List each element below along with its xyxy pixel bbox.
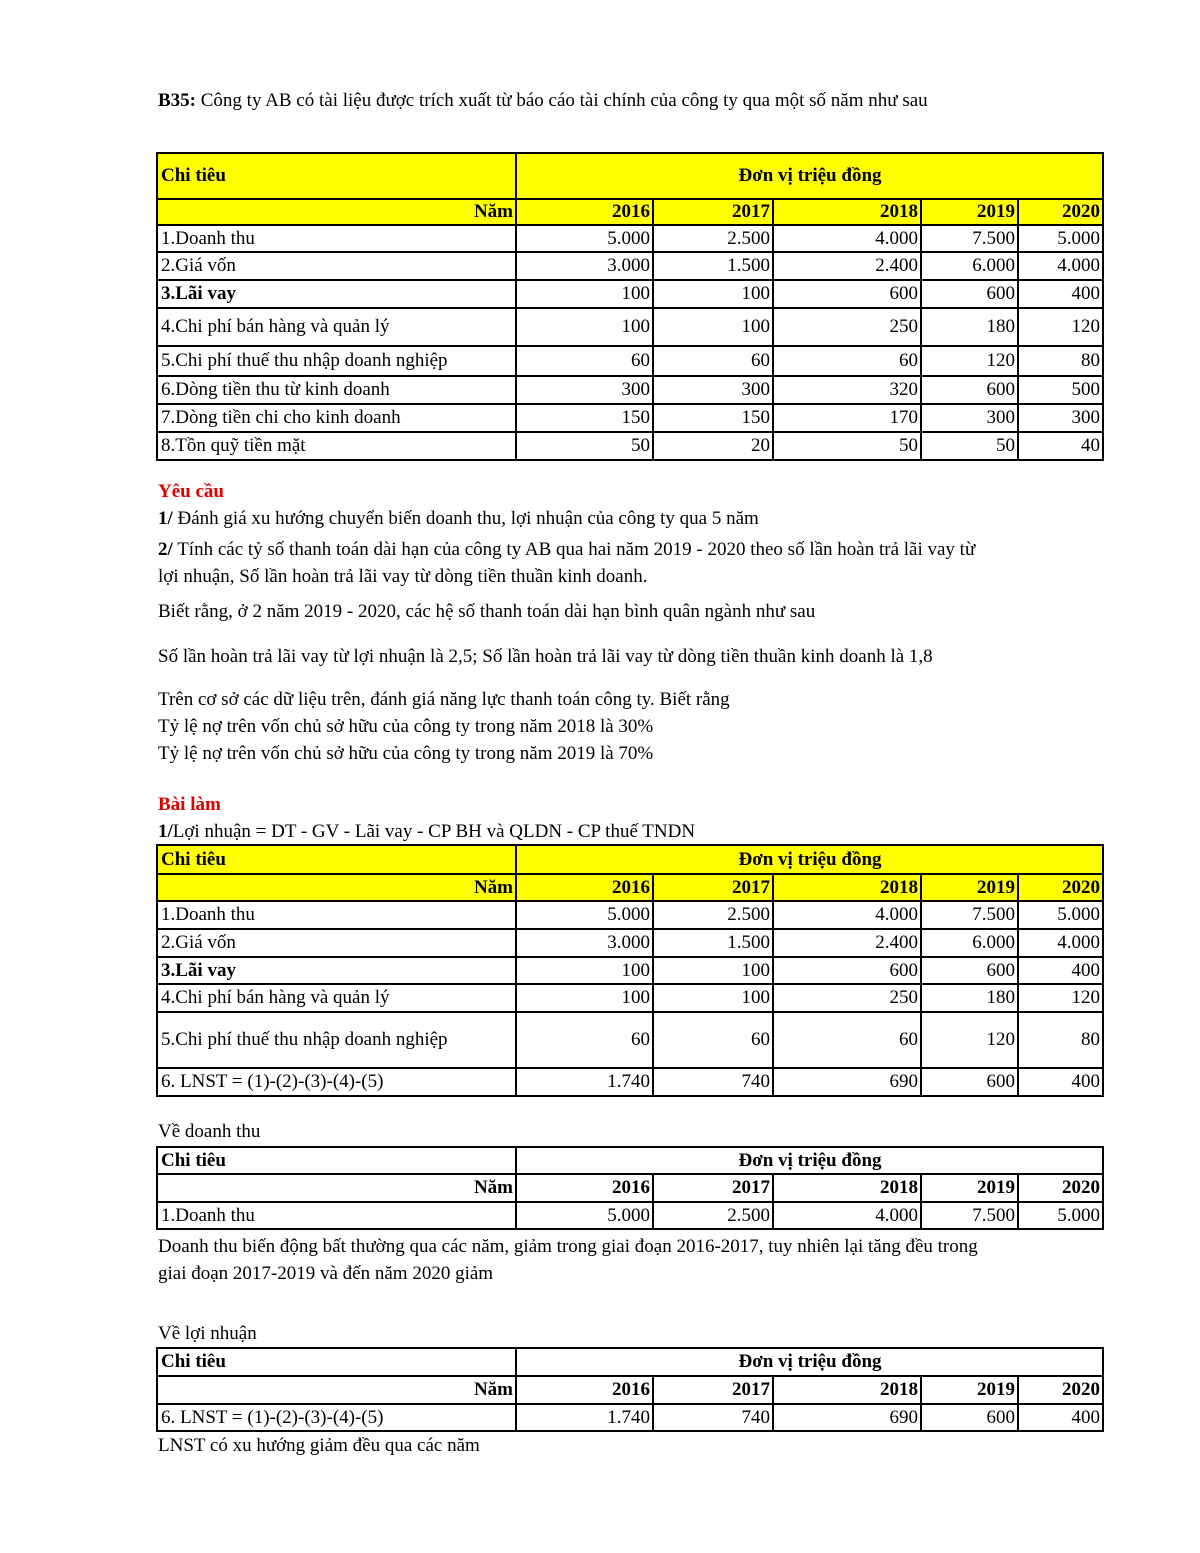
cell: 60 (653, 1012, 773, 1068)
year-row (157, 1174, 1103, 1202)
cell: 300 (653, 376, 773, 404)
cell: 40 (1018, 432, 1103, 460)
cell: 690 (773, 1404, 921, 1431)
year-2020: 2020 (1018, 874, 1103, 901)
cell: 4.000 (1018, 252, 1103, 280)
cell: 20 (653, 432, 773, 460)
problem-intro (158, 87, 928, 114)
cell: 600 (773, 280, 921, 308)
year-2019: 2019 (921, 199, 1018, 225)
year-label: Năm (157, 199, 516, 225)
cell: 5.000 (516, 901, 653, 929)
table-row (157, 404, 1103, 432)
cell: 600 (773, 957, 921, 984)
year-2019: 2019 (921, 1376, 1018, 1404)
q2-text: Tính các tỷ số thanh toán dài hạn của công ty AB qua hai năm 2019 - 2020 theo số lần hoàn trả lãi vay từ (172, 539, 976, 560)
row-label: 3.Lãi vay (157, 957, 516, 984)
cell: 600 (921, 1404, 1018, 1431)
cell: 3.000 (516, 929, 653, 957)
cell: 2.400 (773, 252, 921, 280)
cell: 400 (1018, 1404, 1103, 1431)
cell: 60 (773, 1012, 921, 1068)
cell: 5.000 (1018, 1202, 1103, 1229)
cell: 60 (516, 346, 653, 376)
year-2016: 2016 (516, 874, 653, 901)
cell: 5.000 (1018, 901, 1103, 929)
cell: 100 (516, 957, 653, 984)
year-label: Năm (157, 874, 516, 901)
cell: 600 (921, 957, 1018, 984)
cell: 250 (773, 984, 921, 1012)
cell: 80 (1018, 1012, 1103, 1068)
unit-header: Đơn vị triệu đồng (516, 1348, 1103, 1376)
cell: 150 (653, 404, 773, 432)
cell: 120 (1018, 308, 1103, 346)
header-row (157, 845, 1103, 874)
header-row (157, 1348, 1103, 1376)
year-2019: 2019 (921, 874, 1018, 901)
paragraph: Trên cơ sở các dữ liệu trên, đánh giá năng lực thanh toán công ty. Biết rằng (158, 689, 730, 710)
unit-header: Đơn vị triệu đồng (516, 153, 1103, 199)
cell: 3.000 (516, 252, 653, 280)
ve-loi-nhuan-title: Về lợi nhuận (158, 1323, 257, 1344)
cell: 300 (516, 376, 653, 404)
cell: 1.740 (516, 1068, 653, 1096)
year-2020: 2020 (1018, 1376, 1103, 1404)
header-row (157, 1147, 1103, 1174)
q2-number: 2/ (158, 539, 173, 560)
chi-tieu-header: Chi tiêu (157, 1348, 516, 1376)
table-row (157, 1068, 1103, 1096)
net-profit-table (156, 1347, 1104, 1432)
formula-text: Lợi nhuận = DT - GV - Lãi vay - CP BH và QLDN - CP thuế TNDN (172, 821, 696, 842)
year-2017: 2017 (653, 1174, 773, 1202)
cell: 400 (1018, 280, 1103, 308)
row-label: 3.Lãi vay (157, 280, 516, 308)
table-row (157, 280, 1103, 308)
row-label: 6. LNST = (1)-(2)-(3)-(4)-(5) (157, 1404, 516, 1431)
cell: 6.000 (921, 252, 1018, 280)
row-label: 6.Dòng tiền thu từ kinh doanh (157, 376, 516, 404)
data-table-main (156, 152, 1104, 461)
question-2-cont: lợi nhuận, Số lần hoàn trả lãi vay từ dòng tiền thuần kinh doanh. (158, 566, 648, 587)
cell: 4.000 (773, 1202, 921, 1229)
cell: 100 (653, 957, 773, 984)
cell: 7.500 (921, 1202, 1018, 1229)
cell: 180 (921, 308, 1018, 346)
cell: 740 (653, 1068, 773, 1096)
table-row (157, 901, 1103, 929)
row-label: 8.Tồn quỹ tiền mặt (157, 432, 516, 460)
cell: 100 (653, 984, 773, 1012)
cell: 120 (1018, 984, 1103, 1012)
cell: 4.000 (773, 901, 921, 929)
paragraph: Tỷ lệ nợ trên vốn chủ sở hữu của công ty trong năm 2019 là 70% (158, 743, 654, 764)
table-row (157, 376, 1103, 404)
year-label: Năm (157, 1174, 516, 1202)
chi-tieu-header: Chi tiêu (157, 153, 516, 199)
cell: 2.500 (653, 901, 773, 929)
header-row (157, 153, 1103, 199)
cell: 120 (921, 1012, 1018, 1068)
cell: 300 (921, 404, 1018, 432)
ve-doanh-thu-title: Về doanh thu (158, 1121, 261, 1142)
row-label: 1.Doanh thu (157, 901, 516, 929)
bai-lam-title: Bài làm (158, 794, 221, 815)
cell: 250 (773, 308, 921, 346)
row-label: 2.Giá vốn (157, 929, 516, 957)
row-label: 1.Doanh thu (157, 1202, 516, 1229)
cell: 400 (1018, 957, 1103, 984)
chi-tieu-header: Chi tiêu (157, 845, 516, 874)
year-2017: 2017 (653, 1376, 773, 1404)
row-label: 2.Giá vốn (157, 252, 516, 280)
table-row (157, 1202, 1103, 1229)
table-row (157, 432, 1103, 460)
year-2016: 2016 (516, 1174, 653, 1202)
cell: 500 (1018, 376, 1103, 404)
cell: 120 (921, 346, 1018, 376)
year-2020: 2020 (1018, 1174, 1103, 1202)
cell: 320 (773, 376, 921, 404)
cell: 2.500 (653, 225, 773, 252)
row-label: 4.Chi phí bán hàng và quản lý (157, 308, 516, 346)
row-label: 1.Doanh thu (157, 225, 516, 252)
cell: 100 (653, 308, 773, 346)
cell: 5.000 (1018, 225, 1103, 252)
formula-line (158, 818, 695, 845)
year-2020: 2020 (1018, 199, 1103, 225)
profit-comment: LNST có xu hướng giảm đều qua các năm (158, 1435, 480, 1456)
cell: 50 (773, 432, 921, 460)
cell: 1.500 (653, 252, 773, 280)
year-label: Năm (157, 1376, 516, 1404)
cell: 100 (653, 280, 773, 308)
year-2018: 2018 (773, 874, 921, 901)
year-2016: 2016 (516, 199, 653, 225)
year-2018: 2018 (773, 1376, 921, 1404)
formula-number: 1/ (158, 821, 173, 842)
cell: 740 (653, 1404, 773, 1431)
cell: 4.000 (773, 225, 921, 252)
row-label: 6. LNST = (1)-(2)-(3)-(4)-(5) (157, 1068, 516, 1096)
table-row (157, 929, 1103, 957)
paragraph: Biết rằng, ở 2 năm 2019 - 2020, các hệ số thanh toán dài hạn bình quân ngành như sau (158, 601, 816, 622)
cell: 600 (921, 280, 1018, 308)
cell: 690 (773, 1068, 921, 1096)
revenue-table (156, 1146, 1104, 1230)
table-row (157, 1404, 1103, 1431)
question-2 (158, 536, 975, 563)
table-row (157, 346, 1103, 376)
cell: 60 (516, 1012, 653, 1068)
cell: 5.000 (516, 1202, 653, 1229)
cell: 100 (516, 280, 653, 308)
row-label: 5.Chi phí thuế thu nhập doanh nghiệp (157, 1012, 516, 1068)
cell: 400 (1018, 1068, 1103, 1096)
cell: 100 (516, 984, 653, 1012)
cell: 300 (1018, 404, 1103, 432)
cell: 170 (773, 404, 921, 432)
cell: 100 (516, 308, 653, 346)
cell: 60 (773, 346, 921, 376)
row-label: 5.Chi phí thuế thu nhập doanh nghiệp (157, 346, 516, 376)
cell: 1.500 (653, 929, 773, 957)
year-2017: 2017 (653, 199, 773, 225)
problem-text: Công ty AB có tài liệu được trích xuất từ báo cáo tài chính của công ty qua một số năm như sau (196, 90, 928, 111)
cell: 60 (653, 346, 773, 376)
cell: 150 (516, 404, 653, 432)
q1-text: Đánh giá xu hướng chuyển biến doanh thu, lợi nhuận của công ty qua 5 năm (172, 508, 759, 529)
q1-number: 1/ (158, 508, 173, 529)
cell: 50 (516, 432, 653, 460)
paragraph: Số lần hoàn trả lãi vay từ lợi nhuận là 2,5; Số lần hoàn trả lãi vay từ dòng tiền thuần kinh doanh là 1,8 (158, 646, 933, 667)
profit-table (156, 844, 1104, 1097)
cell: 6.000 (921, 929, 1018, 957)
row-label: 7.Dòng tiền chi cho kinh doanh (157, 404, 516, 432)
year-2018: 2018 (773, 199, 921, 225)
table-row (157, 984, 1103, 1012)
unit-header: Đơn vị triệu đồng (516, 1147, 1103, 1174)
year-2018: 2018 (773, 1174, 921, 1202)
year-2017: 2017 (653, 874, 773, 901)
cell: 5.000 (516, 225, 653, 252)
cell: 600 (921, 376, 1018, 404)
table-row (157, 1012, 1103, 1068)
year-row (157, 874, 1103, 901)
revenue-comment: Doanh thu biến động bất thường qua các năm, giảm trong giai đoạn 2016-2017, tuy nhiên lại tăng đều trong (158, 1236, 978, 1257)
cell: 1.740 (516, 1404, 653, 1431)
row-label: 4.Chi phí bán hàng và quản lý (157, 984, 516, 1012)
table-row (157, 252, 1103, 280)
cell: 7.500 (921, 901, 1018, 929)
unit-header: Đơn vị triệu đồng (516, 845, 1103, 874)
cell: 600 (921, 1068, 1018, 1096)
chi-tieu-header: Chi tiêu (157, 1147, 516, 1174)
cell: 180 (921, 984, 1018, 1012)
cell: 80 (1018, 346, 1103, 376)
paragraph: Tỷ lệ nợ trên vốn chủ sở hữu của công ty trong năm 2018 là 30% (158, 716, 654, 737)
year-2019: 2019 (921, 1174, 1018, 1202)
cell: 7.500 (921, 225, 1018, 252)
revenue-comment-cont: giai đoạn 2017-2019 và đến năm 2020 giảm (158, 1263, 494, 1284)
cell: 2.400 (773, 929, 921, 957)
cell: 2.500 (653, 1202, 773, 1229)
year-row (157, 1376, 1103, 1404)
table-row (157, 308, 1103, 346)
table-row (157, 225, 1103, 252)
year-2016: 2016 (516, 1376, 653, 1404)
cell: 50 (921, 432, 1018, 460)
question-1 (158, 505, 759, 532)
problem-label: B35: (158, 90, 196, 111)
cell: 4.000 (1018, 929, 1103, 957)
yeu-cau-title: Yêu cầu (158, 481, 224, 502)
year-row (157, 199, 1103, 225)
table-row (157, 957, 1103, 984)
